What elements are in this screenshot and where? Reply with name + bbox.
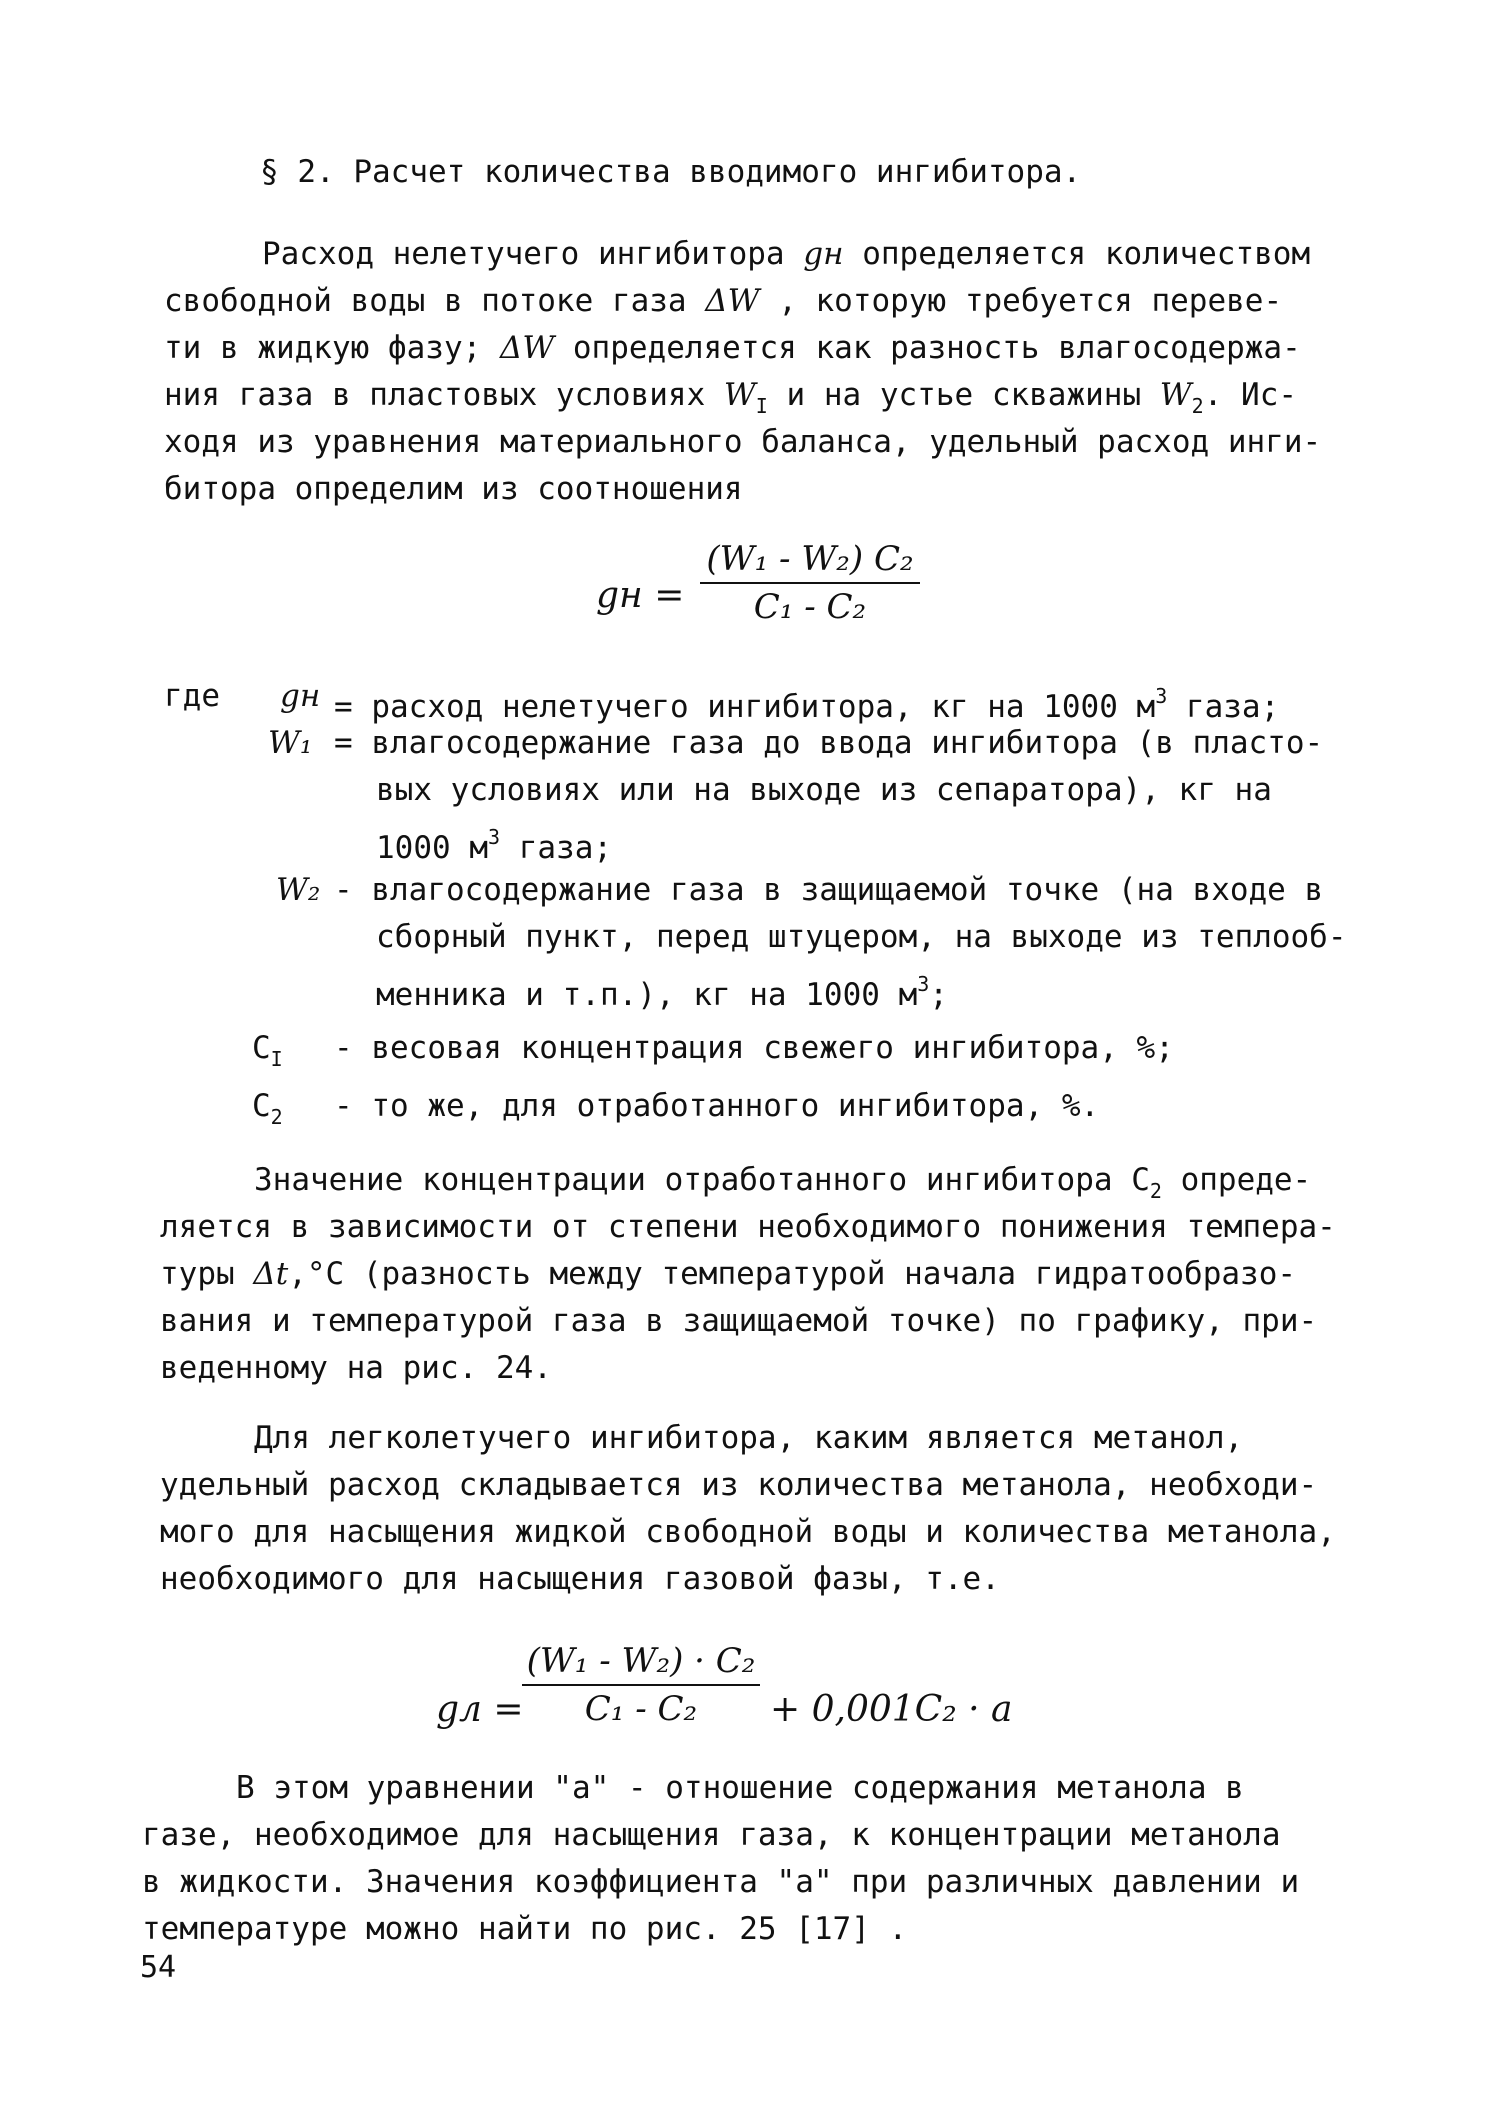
section-heading: [260, 152, 1081, 192]
text: определяется количеством: [862, 236, 1311, 272]
text: ти в жидкую фазу;: [164, 330, 482, 366]
text: ,°C (разность между температурой начала гидратообразо-: [288, 1256, 1297, 1292]
text: C: [252, 1088, 271, 1124]
text: ния газа в пластовых условиях: [164, 377, 706, 413]
para2-line5: веденному на рис. 24.: [160, 1350, 552, 1386]
def-gn-text: [334, 676, 1279, 727]
def-c2-symbol: [252, 1086, 283, 1137]
formula2-tail: + 0,001C₂ · a: [770, 1689, 1013, 1730]
para2-line2: ляется в зависимости от степени необходимого понижения темпера-: [160, 1209, 1336, 1245]
page-number: 54: [140, 1950, 177, 1985]
def-c2-text: - то же, для отработанного ингибитора, %.: [334, 1088, 1100, 1124]
para4-line3: в жидкости. Значения коэффициента "а" при различных давлении и: [142, 1864, 1300, 1900]
superscript: 3: [1155, 684, 1168, 708]
text: Значение концентрации отработанного ингибитора C: [254, 1162, 1150, 1198]
para1-line2: [164, 281, 1282, 321]
para3-line3: мого для насыщения жидкой свободной воды и количества метанола,: [160, 1514, 1336, 1550]
def-c1-symbol: [252, 1028, 283, 1079]
text: . Ис-: [1203, 377, 1298, 413]
def-gn-symbol: gн: [280, 678, 321, 714]
para2-line4: вания и температурой газа в защищаемой точке) по графику, при-: [160, 1303, 1318, 1339]
para1-line1: [262, 234, 1310, 274]
def-w2-line2: сборный пункт, перед штуцером, на выходе из теплооб-: [376, 919, 1347, 955]
text: = расход нелетучего ингибитора, кг на 1000 м: [334, 689, 1156, 725]
def-c1-text: - весовая концентрация свежего ингибитора, %;: [334, 1030, 1174, 1066]
text: Расход нелетучего ингибитора: [262, 236, 785, 272]
para4-line1: В этом уравнении "а" - отношение содержания метанола в: [236, 1770, 1244, 1806]
text: ;: [929, 977, 948, 1013]
def-w2-line3: [376, 964, 948, 1015]
fraction-bar: [522, 1684, 760, 1686]
delta-w-symbol: ΔW: [499, 330, 555, 366]
w1-symbol: W: [723, 377, 756, 413]
para1-line3: [164, 328, 1301, 368]
delta-w-symbol: ΔW: [705, 283, 760, 319]
gn-symbol: gн: [803, 236, 844, 272]
text: определяется как разность влагосодержа-: [572, 330, 1301, 366]
def-w1-line2: вых условиях или на выходе из сепаратора), кг на: [376, 772, 1272, 808]
formula2-fraction: [522, 1640, 760, 1730]
text: туры: [160, 1256, 235, 1292]
subscript: I: [270, 1047, 283, 1071]
text: опреде-: [1180, 1162, 1312, 1198]
formula1-denominator: C₁ - C₂: [753, 587, 867, 627]
delta-t-symbol: Δt: [253, 1256, 289, 1292]
formula1-fraction: [700, 538, 920, 628]
formula1-numerator: (W₁ - W₂) C₂: [706, 539, 914, 579]
text: C: [252, 1030, 271, 1066]
para1-line6: битора определим из соотношения: [164, 471, 743, 507]
para3-line1: Для легколетучего ингибитора, каким является метанол,: [254, 1420, 1244, 1456]
para2-line1: [254, 1160, 1311, 1211]
formula2-denominator: C₁ - C₂: [584, 1689, 698, 1729]
text: газа;: [518, 830, 613, 866]
def-w1-symbol: W₁: [268, 725, 313, 761]
para1-line5: ходя из уравнения материального баланса, удельный расход инги-: [164, 424, 1322, 460]
def-w1-line3: [376, 817, 612, 868]
text: и на устье скважины: [786, 377, 1142, 413]
text: газа;: [1185, 689, 1280, 725]
para4-line2: газе, необходимое для насыщения газа, к концентрации метанола: [142, 1817, 1281, 1853]
def-w2-line1: - влагосодержание газа в защищаемой точке (на входе в: [334, 872, 1324, 908]
text: , которую требуется переве-: [778, 283, 1283, 319]
text: 1000 м: [376, 830, 488, 866]
para1-line4: [164, 375, 1297, 426]
formula2-numerator: (W₁ - W₂) · C₂: [526, 1641, 756, 1681]
subscript: 2: [270, 1105, 283, 1129]
subscript: 2: [1149, 1179, 1162, 1203]
para4-line4: температуре можно найти по рис. 25 [17] .: [142, 1911, 908, 1947]
section-sign: §: [260, 154, 279, 190]
w2-symbol: W: [1159, 377, 1192, 413]
def-w2-symbol: W₂: [276, 872, 321, 908]
def-w1-line1: = влагосодержание газа до ввода ингибитора (в пласто-: [334, 725, 1324, 761]
fraction-bar: [700, 582, 920, 584]
para2-line3: [160, 1254, 1296, 1294]
section-title: 2. Расчет количества вводимого ингибитора.: [297, 154, 1082, 190]
w1-subscript: I: [755, 394, 768, 418]
text: свободной воды в потоке газа: [164, 283, 687, 319]
w2-subscript: 2: [1191, 394, 1204, 418]
formula1-lhs: gн =: [596, 575, 685, 616]
para3-line4: необходимого для насыщения газовой фазы, т.е.: [160, 1561, 1000, 1597]
superscript: 3: [917, 972, 930, 996]
para3-line2: удельный расход складывается из количества метанола, необходи-: [160, 1467, 1318, 1503]
where-label: где: [164, 678, 220, 714]
superscript: 3: [487, 825, 501, 849]
text: менника и т.п.), кг на 1000 м: [376, 977, 918, 1013]
formula2-lhs: gл =: [436, 1689, 524, 1730]
